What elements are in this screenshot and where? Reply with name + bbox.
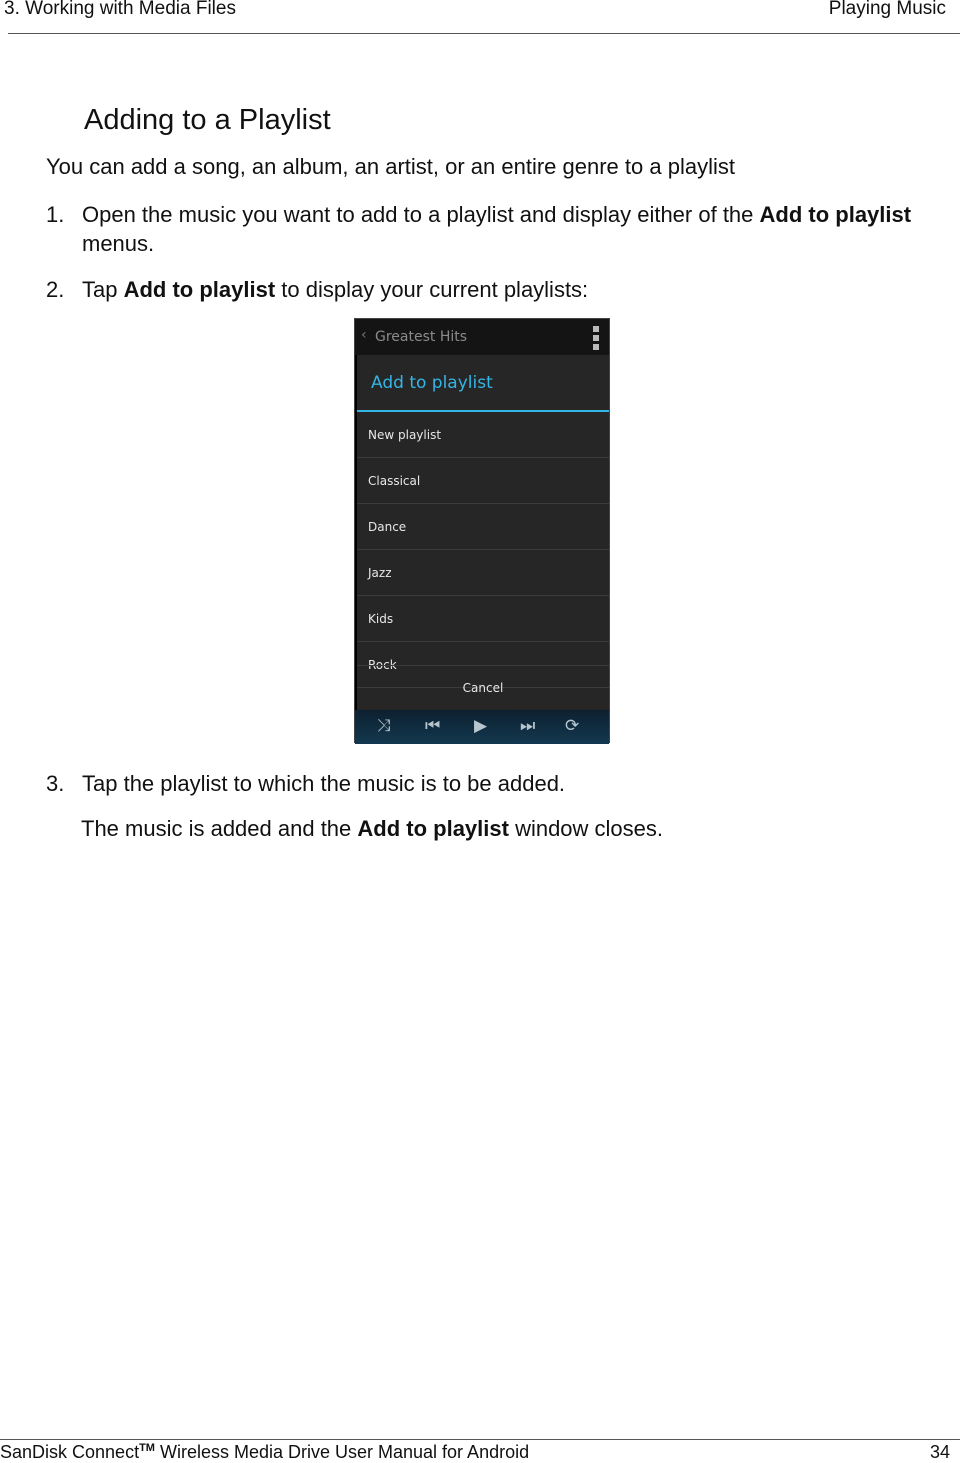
step-number: 1. [46, 202, 65, 227]
playlist-item-classical[interactable]: Classical [357, 458, 609, 504]
section-title: Adding to a Playlist [84, 104, 331, 136]
phone-action-bar [355, 319, 609, 355]
step-number: 2. [46, 277, 65, 302]
back-chevron-icon[interactable]: ‹ [361, 327, 367, 343]
menu-name: Add to playlist [123, 277, 276, 302]
running-header-chapter: 3. Working with Media Files [4, 0, 236, 19]
dialog-button-bar [357, 665, 609, 711]
playlist-item-jazz[interactable]: Jazz [357, 550, 609, 596]
dialog-title: Add to playlist [371, 373, 493, 393]
step-result: The music is added and the Add to playlist window closes. [81, 816, 664, 841]
step-number: 3. [46, 771, 65, 796]
overflow-menu-icon[interactable] [593, 326, 599, 353]
add-to-playlist-screenshot [354, 318, 610, 743]
repeat-icon[interactable]: ⟳ [565, 716, 580, 736]
playlist-list [357, 412, 609, 672]
playlist-item-new[interactable]: New playlist [357, 412, 609, 458]
trademark: TM [139, 1442, 155, 1454]
footer-title: SanDisk Connect™ Wireless Media Drive User Manual for Android [0, 1442, 530, 1462]
page-number: 34 [929, 1442, 950, 1462]
footer-divider [0, 1439, 960, 1440]
menu-name: Add to playlist [357, 816, 509, 841]
playlist-item-rock[interactable]: Rock [357, 642, 609, 688]
menu-name: Add to playlist [759, 202, 912, 227]
play-icon[interactable]: ▶ [474, 716, 488, 736]
step-text: Tap Add to playlist to display your current playlists: [82, 277, 589, 302]
add-to-playlist-dialog [357, 355, 609, 710]
next-icon[interactable]: ⏭ [520, 716, 536, 736]
header-divider [8, 33, 960, 34]
step-text: Open the music you want to add to a playlist and display either of the Add to playlist menus. [82, 202, 912, 256]
playlist-item-kids[interactable]: Kids [357, 596, 609, 642]
shuffle-icon[interactable]: ⤨ [377, 716, 391, 736]
cancel-button[interactable]: Cancel [462, 681, 504, 695]
album-title: Greatest Hits [375, 329, 468, 345]
step-text: Tap the playlist to which the music is to be added. [82, 771, 566, 796]
playlist-item-dance[interactable]: Dance [357, 504, 609, 550]
running-header-section: Playing Music [828, 0, 946, 19]
intro-paragraph: You can add a song, an album, an artist, or an entire genre to a playlist [46, 154, 735, 179]
playback-controls [355, 710, 609, 744]
previous-icon[interactable]: ⏮ [425, 716, 441, 736]
